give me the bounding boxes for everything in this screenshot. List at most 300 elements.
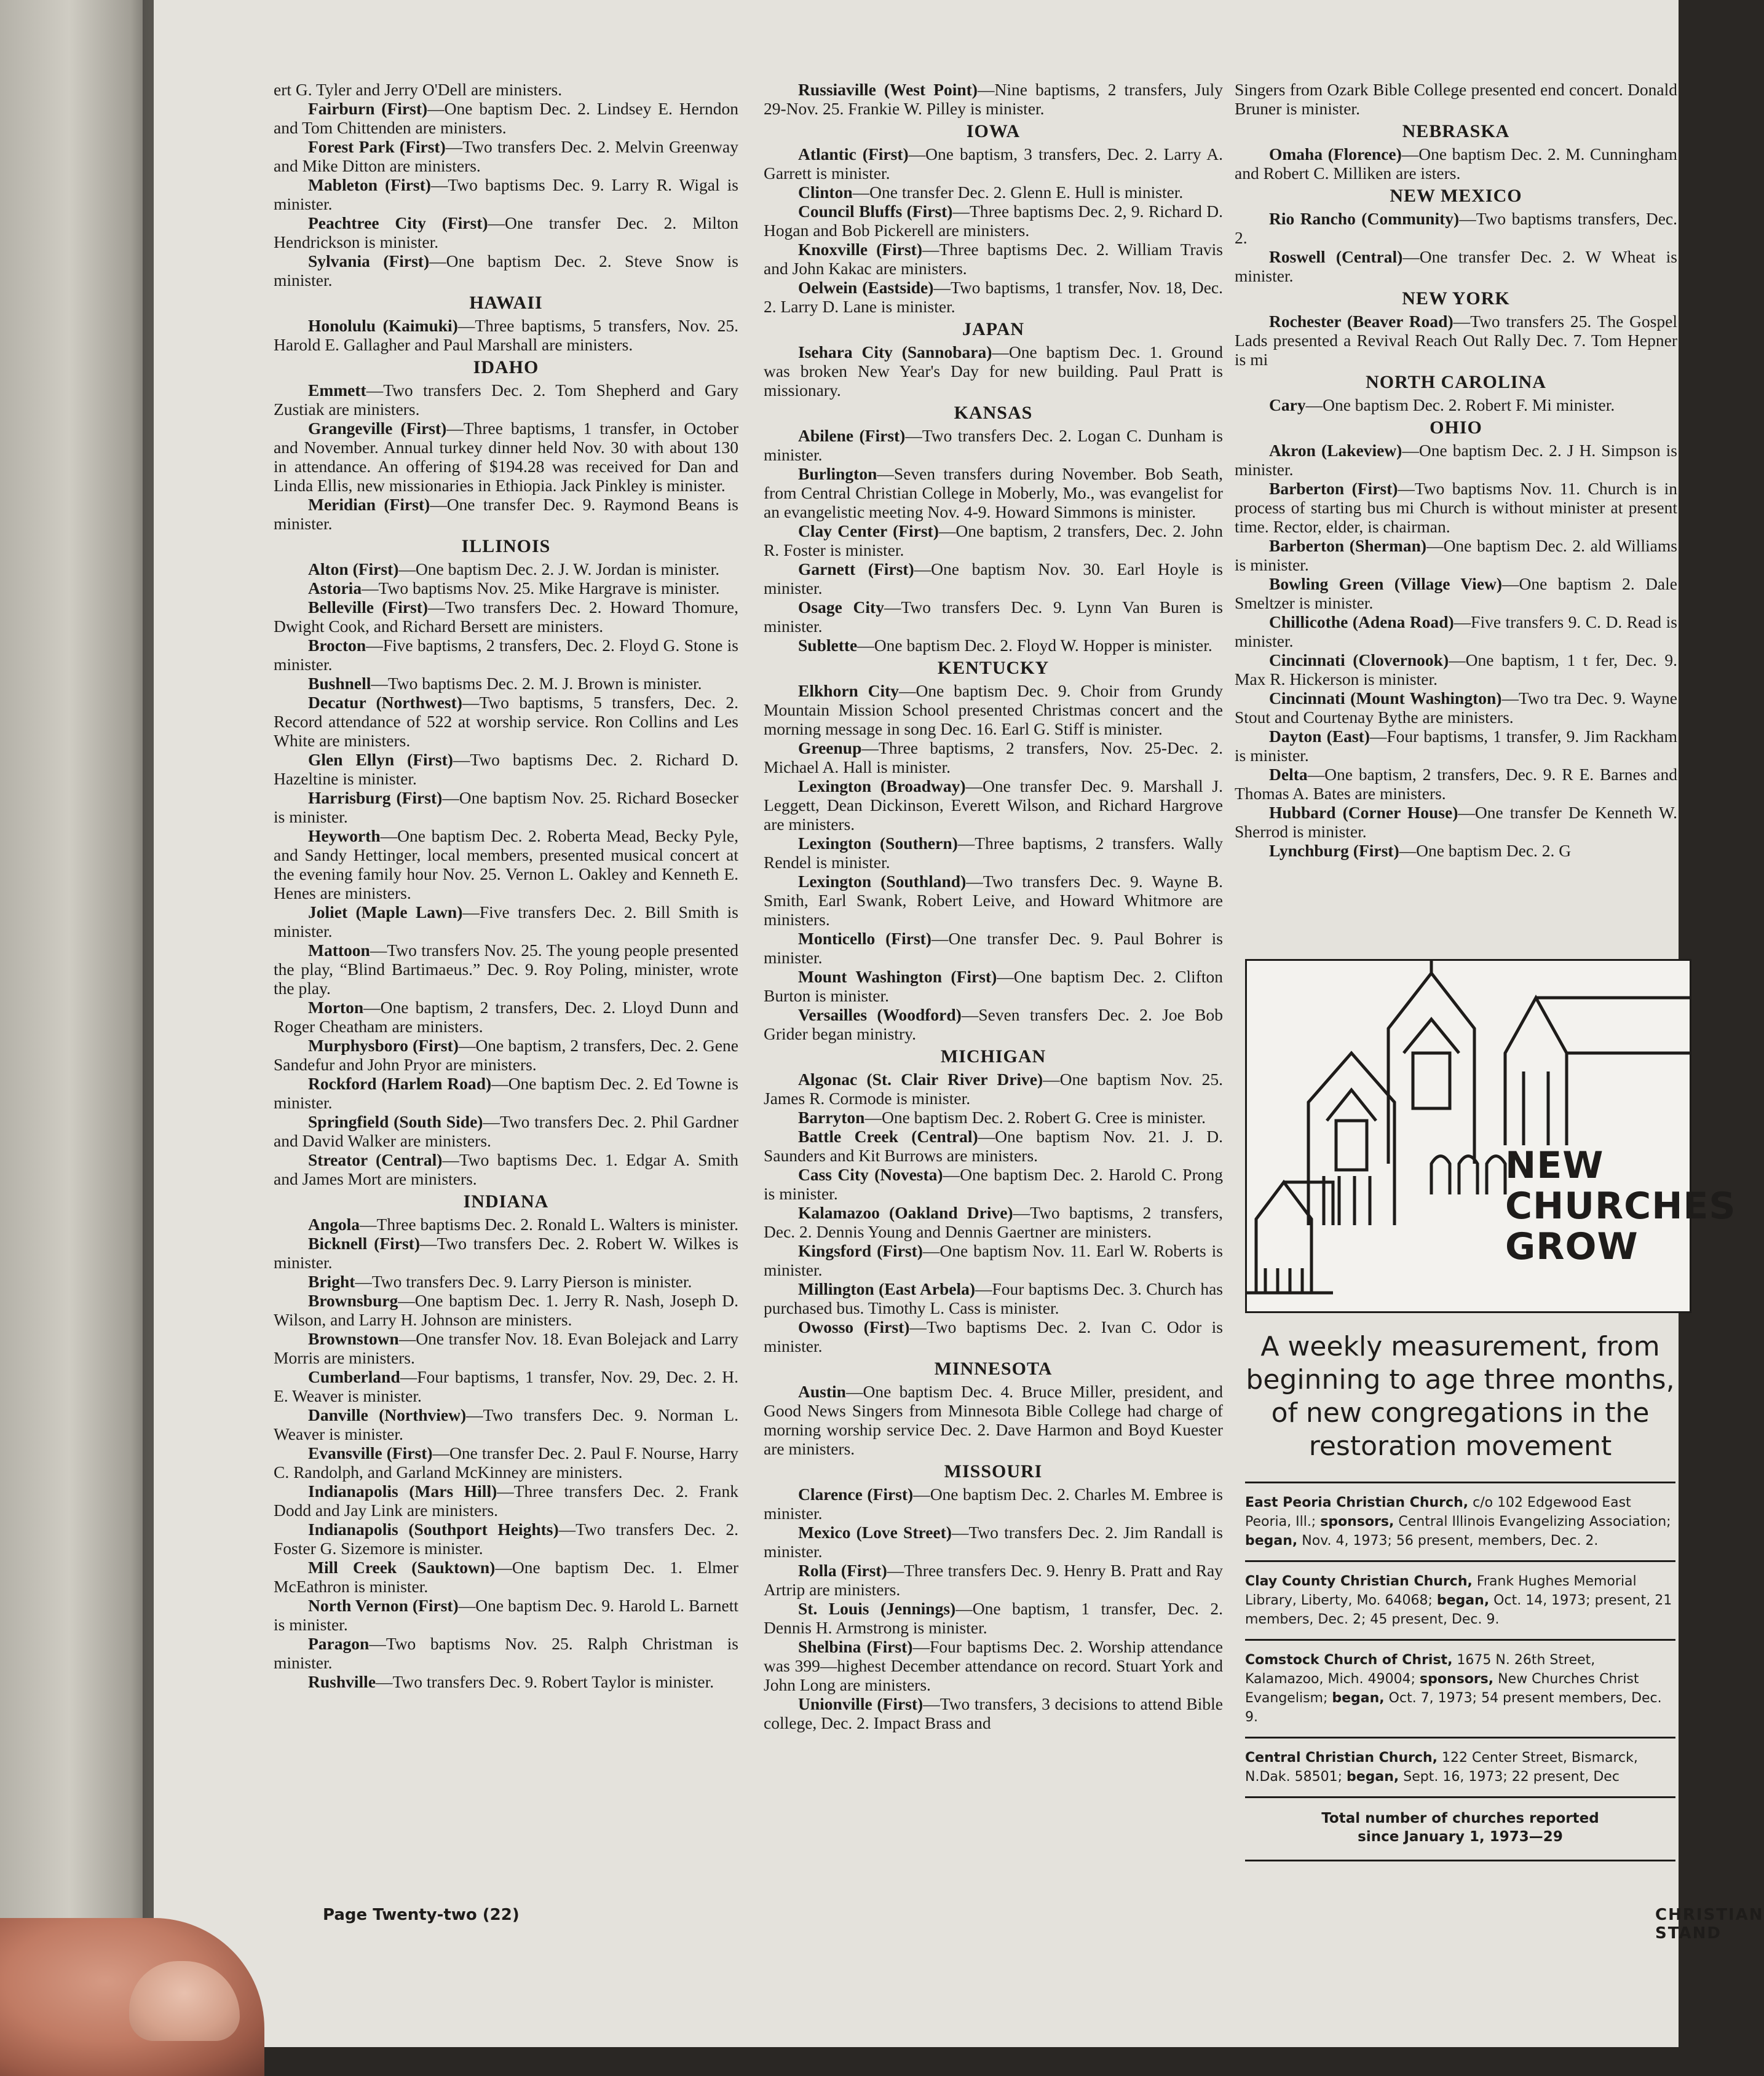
state-heading: IDAHO	[473, 357, 539, 377]
church-report-entry	[274, 495, 738, 533]
church-report-entry	[274, 636, 738, 674]
church-report-entry	[764, 929, 1223, 967]
report-text: —One baptism Dec. 4. Bruce Miller, president, and Good News Singers from Minnesota Bible College had charge of morning worship service Dec. 2. Dave Harmon and Boyd Kuester are ministers.	[764, 1382, 1223, 1458]
church-name: Decatur (Northwest)	[308, 693, 462, 712]
church-name: Fairburn (First)	[308, 99, 428, 118]
church-name: Mattoon	[308, 941, 370, 960]
church-report-entry	[764, 464, 1223, 521]
church-name: Akron (Lakeview)	[1269, 441, 1402, 460]
church-name: Delta	[1269, 765, 1308, 784]
church-report-entry	[764, 1561, 1223, 1599]
art-line-2: CHURCHES	[1505, 1185, 1736, 1228]
church-name: Cumberland	[308, 1367, 400, 1386]
report-text: —Two baptisms Dec. 9. Larry R. Wigal is minister.	[274, 175, 738, 213]
report-text: —One baptism, 2 transfers, Dec. 2. Gene Sandefur and John Pryor are ministers.	[274, 1036, 738, 1074]
church-name: Clay Center (First)	[798, 521, 939, 540]
report-text: —One transfer Dec. 2. W Wheat is minister.	[1235, 247, 1677, 285]
church-report-entry	[274, 1329, 738, 1367]
church-report-entry	[274, 1112, 738, 1150]
report-text: —One baptism Nov. 25. Richard Bosecker is minister.	[274, 788, 738, 826]
church-report-entry	[274, 902, 738, 941]
report-text: —One baptism, 2 transfers, Dec. 9. R E. Barnes and Thomas A. Bates are ministers.	[1235, 765, 1677, 803]
church-name: Kalamazoo (Oakland Drive)	[798, 1203, 1013, 1222]
report-text: —Seven transfers Dec. 2. Joe Bob Grider began ministry.	[764, 1005, 1224, 1043]
report-text: —Four baptisms, 1 transfer, Nov. 29, Dec. 2. H. E. Weaver is minister.	[274, 1367, 738, 1405]
church-report-entry	[274, 1482, 738, 1520]
church-name: Unionville (First)	[798, 1694, 924, 1713]
church-name: Battle Creek (Central)	[798, 1127, 978, 1146]
new-churches-grow-title	[1505, 1145, 1736, 1267]
report-text: —Two transfers Dec. 2. Logan C. Dunham is minister.	[764, 426, 1223, 464]
report-text: —Two baptisms Dec. 1. Edgar A. Smith and James Mort are ministers.	[274, 1150, 738, 1188]
church-name: Streator (Central)	[308, 1150, 443, 1169]
report-text: —One baptism Dec. 2. ald Williams is minister.	[1235, 536, 1677, 574]
report-text: —Two transfers Dec. 9. Wayne B. Smith, Earl Swank, Robert Leive, and Howard Whitmore are ministers.	[764, 872, 1223, 929]
report-text: —Two transfers Dec. 9. Larry Pierson is minister.	[355, 1272, 692, 1291]
church-name: Russiaville (West Point)	[798, 80, 978, 99]
church-name: Lexington (Southern)	[798, 834, 958, 853]
church-name: Elkhorn City	[798, 681, 900, 700]
church-name: Roswell (Central)	[1269, 247, 1403, 266]
listing-began-label: began,	[1332, 1691, 1385, 1706]
report-text: —One baptism, 1 t fer, Dec. 9. Max R. Hickerson is minister.	[1235, 650, 1677, 689]
church-report-entry	[764, 1203, 1223, 1241]
church-report-entry	[764, 521, 1223, 559]
church-report-entry	[764, 834, 1223, 872]
report-text: —Two baptisms Dec. 2. M. J. Brown is minister.	[371, 674, 702, 693]
church-report-entry	[764, 1694, 1223, 1732]
art-line-1: NEW	[1505, 1144, 1604, 1187]
church-report-entry	[274, 1367, 738, 1405]
listing-address: Frank Hughes Memorial Library, Liberty, Mo. 64068;	[1245, 1574, 1637, 1608]
report-text: —One baptism Dec. 2. Steve Snow is minister.	[274, 251, 738, 290]
state-heading: KENTUCKY	[937, 658, 1050, 678]
church-name: Rochester (Beaver Road)	[1269, 312, 1454, 331]
church-name: Mount Washington (First)	[798, 967, 997, 986]
column-1	[274, 80, 738, 1691]
divider	[1245, 1860, 1675, 1861]
listing-church-name: Comstock Church of Christ,	[1245, 1652, 1453, 1668]
church-report-entry	[274, 826, 738, 902]
church-name: North Vernon (First)	[308, 1596, 459, 1615]
listing-sponsors-label: sponsors,	[1420, 1671, 1494, 1687]
report-text: —Nine baptisms, 2 transfers, July 29-Nov. 25. Frankie W. Pilley is minister.	[764, 80, 1223, 118]
report-text: —Two transfers 25. The Gospel Lads presented a Revival Reach Out Rally Dec. 7. Tom Hepner is mi	[1235, 312, 1677, 369]
listing-sponsors: New Churches Christ Evangelism;	[1245, 1671, 1639, 1706]
church-report-entry	[1235, 479, 1677, 536]
church-report-entry	[764, 1108, 1223, 1127]
church-report-entry	[764, 1005, 1223, 1043]
church-name: Bright	[308, 1272, 355, 1291]
listing-began: Oct. 14, 1973; present, 21 members, Dec. 2; 45 present, Dec. 9.	[1245, 1593, 1672, 1627]
church-report-entry	[764, 183, 1223, 202]
report-text: ert G. Tyler and Jerry O'Dell are ministers.	[274, 80, 563, 99]
church-report-entry	[274, 941, 738, 998]
church-name: Osage City	[798, 598, 884, 617]
report-text: —One transfer Dec. 9. Raymond Beans is minister.	[274, 495, 738, 533]
report-text: —One baptism Dec. 9. Choir from Grundy Mountain Mission School presented Christmas concert and the morning message in song Dec. 16. Earl G. Stiff is minister.	[764, 681, 1223, 738]
church-name: Angola	[308, 1215, 360, 1234]
church-name: Rio Rancho (Community)	[1269, 209, 1460, 228]
church-report-entry	[1235, 80, 1677, 118]
church-name: Omaha (Florence)	[1269, 144, 1402, 164]
church-name: Millington (East Arbela)	[798, 1279, 976, 1298]
listing-began: Nov. 4, 1973; 56 present, members, Dec. 2.	[1297, 1533, 1599, 1549]
church-name: Peachtree City (First)	[308, 213, 488, 232]
listing-church-name: East Peoria Christian Church,	[1245, 1495, 1469, 1510]
report-text: —One baptism Dec. 2. Ed Towne is minister.	[274, 1074, 738, 1112]
listing-began-label: began,	[1347, 1769, 1399, 1785]
church-report-entry	[764, 1241, 1223, 1279]
report-text: —Three baptisms, 2 transfers. Wally Rendel is minister.	[764, 834, 1223, 872]
state-heading: NORTH CAROLINA	[1366, 372, 1546, 392]
total-line-1: Total number of churches reported	[1321, 1810, 1599, 1826]
report-text: —One baptism, 2 transfers, Dec. 2. John R. Foster is minister.	[764, 521, 1223, 559]
church-report-entry	[274, 578, 738, 598]
church-report-entry	[764, 1165, 1223, 1203]
church-report-entry	[764, 1485, 1223, 1523]
art-line-3: GROW	[1505, 1225, 1639, 1268]
church-report-entry	[764, 776, 1223, 834]
church-name: Lynchburg (First)	[1269, 841, 1399, 860]
report-text: —One baptism Nov. 30. Earl Hoyle is minister.	[764, 559, 1223, 598]
report-text: —One baptism Dec. 2. Lindsey E. Herndon and Tom Chittenden are ministers.	[274, 99, 738, 137]
church-report-entry	[274, 1558, 738, 1596]
church-name: Bushnell	[308, 674, 371, 693]
report-text: —One baptism, 2 transfers, Dec. 2. Lloyd Dunn and Roger Cheatham are ministers.	[274, 998, 738, 1036]
feature-tagline: A weekly measurement, from beginning to age three months, of new congregations in the restoration movement	[1246, 1331, 1675, 1462]
report-text: —Five transfers 9. C. D. Read is minister.	[1235, 612, 1677, 650]
report-text: —Three transfers Dec. 9. Henry B. Pratt and Ray Artrip are ministers.	[764, 1561, 1223, 1599]
church-report-entry	[764, 80, 1223, 118]
report-text: —Two transfers Dec. 2. Tom Shepherd and Gary Zustiak are ministers.	[274, 381, 738, 419]
publication-name: CHRISTIAN STAND	[1655, 1906, 1764, 1943]
state-heading: INDIANA	[463, 1191, 549, 1212]
report-text: —One baptism Nov. 25. James R. Cormode is minister.	[764, 1070, 1223, 1108]
new-church-listing	[1245, 1483, 1675, 1560]
church-name: Mexico (Love Street)	[798, 1523, 952, 1542]
church-name: Chillicothe (Adena Road)	[1269, 612, 1454, 631]
church-report-entry	[274, 1520, 738, 1558]
previous-page-edge	[0, 0, 154, 2076]
church-report-entry	[1235, 727, 1677, 765]
church-report-entry	[274, 1405, 738, 1443]
church-report-entry	[764, 1127, 1223, 1165]
report-text: —One baptism Dec. 2. Charles M. Embree is minister.	[764, 1485, 1223, 1523]
church-report-entry	[274, 1596, 738, 1634]
church-report-entry	[274, 674, 738, 693]
listing-sponsors-label: sponsors,	[1320, 1514, 1394, 1529]
state-heading: ILLINOIS	[461, 536, 551, 556]
church-name: Joliet (Maple Lawn)	[308, 902, 463, 922]
church-report-entry	[764, 1070, 1223, 1108]
church-report-entry	[764, 1317, 1223, 1356]
church-report-entry	[764, 681, 1223, 738]
report-text: —Two transfers Dec. 2. Melvin Greenway and Mike Ditton are ministers.	[274, 137, 738, 175]
church-name: Cincinnati (Clovernook)	[1269, 650, 1449, 669]
church-report-entry	[1235, 536, 1677, 574]
report-text: —One transfer Dec. 2. Glenn E. Hull is minister.	[852, 183, 1184, 202]
church-report-entry	[274, 693, 738, 750]
new-church-listing	[1245, 1739, 1675, 1796]
church-report-entry	[1235, 650, 1677, 689]
church-report-entry	[1235, 689, 1677, 727]
report-text: —Two transfers Nov. 25. The young people presented the play, “Blind Bartimaeus.” Dec. 9. Roy Poling, minister, wrote the play.	[274, 941, 738, 998]
report-text: Singers from Ozark Bible College presented end concert. Donald Bruner is minister.	[1235, 80, 1677, 118]
church-name: Paragon	[308, 1634, 370, 1653]
church-report-entry	[274, 1634, 738, 1672]
report-text: —Two transfers Dec. 2. Phil Gardner and David Walker are ministers.	[274, 1112, 738, 1150]
report-text: —Two baptisms Dec. 2. Richard D. Hazeltine is minister.	[274, 750, 738, 788]
church-name: Cass City (Novesta)	[798, 1165, 943, 1184]
church-name: Burlington	[798, 464, 877, 483]
church-name: Rolla (First)	[798, 1561, 887, 1580]
total-line-2: since January 1, 1973—29	[1358, 1829, 1563, 1845]
church-name: Barberton (Sherman)	[1269, 536, 1427, 555]
report-text: —Three baptisms Dec. 2. William Travis and John Kakac are ministers.	[764, 240, 1223, 278]
report-text: —One baptism, 3 transfers, Dec. 2. Larry A. Garrett is minister.	[764, 144, 1223, 183]
state-heading: NEW MEXICO	[1390, 186, 1522, 206]
church-report-entry	[274, 1272, 738, 1291]
church-report-entry	[764, 636, 1223, 655]
report-text: —Three baptisms, 2 transfers, Nov. 25-Dec. 2. Michael A. Hall is minister.	[764, 738, 1223, 776]
church-name: Rushville	[308, 1672, 376, 1691]
report-text: —Four baptisms Dec. 3. Church has purchased bus. Timothy L. Cass is minister.	[764, 1279, 1223, 1317]
church-name: Abilene (First)	[798, 426, 906, 445]
church-name: Indianapolis (Southport Heights)	[308, 1520, 559, 1539]
state-heading: MINNESOTA	[934, 1359, 1053, 1379]
church-name: Rockford (Harlem Road)	[308, 1074, 492, 1093]
church-report-entry	[1235, 765, 1677, 803]
church-report-entry	[274, 419, 738, 495]
church-report-entry	[1235, 803, 1677, 841]
church-report-entry	[1235, 841, 1677, 860]
listing-began: Oct. 7, 1973; 54 present members, Dec. 9.	[1245, 1691, 1662, 1725]
church-report-entry	[274, 598, 738, 636]
church-name: Heyworth	[308, 826, 381, 845]
church-name: Murphysboro (First)	[308, 1036, 459, 1055]
church-report-entry	[764, 240, 1223, 278]
church-name: Hubbard (Corner House)	[1269, 803, 1458, 822]
report-text: —Five baptisms, 2 transfers, Dec. 2. Floyd G. Stone is minister.	[274, 636, 738, 674]
report-text: —One transfer Dec. 9. Paul Bohrer is minister.	[764, 929, 1223, 967]
report-text: —Two tra Dec. 9. Wayne Stout and Courtenay Bythe are ministers.	[1235, 689, 1677, 727]
church-report-entry	[1235, 612, 1677, 650]
church-name: Mableton (First)	[308, 175, 431, 194]
church-name: Brownsburg	[308, 1291, 398, 1310]
report-text: —Two transfers Dec. 9. Norman L. Weaver is minister.	[274, 1405, 738, 1443]
report-text: —One baptism Dec. 2. Robert G. Cree is minister.	[864, 1108, 1206, 1127]
report-text: —Five transfers Dec. 2. Bill Smith is minister.	[274, 902, 738, 941]
state-heading: KANSAS	[954, 403, 1033, 423]
report-text: —Two baptisms, 2 transfers, Dec. 2. Dennis Young and Dennis Gaertner are ministers.	[764, 1203, 1223, 1241]
church-report-entry	[274, 559, 738, 578]
state-heading: OHIO	[1430, 417, 1482, 438]
report-text: —One baptism Dec. 2. Clifton Burton is minister.	[764, 967, 1223, 1005]
report-text: —One baptism Dec. 1. Jerry R. Nash, Joseph D. Wilson, and Larry H. Johnson are ministers.	[274, 1291, 738, 1329]
report-text: —Two transfers, 3 decisions to attend Bible college, Dec. 2. Impact Brass and	[764, 1694, 1223, 1732]
new-church-listings	[1245, 1482, 1675, 1796]
church-name: Alton (First)	[308, 559, 399, 578]
column-3	[1235, 80, 1677, 860]
church-name: Cary	[1269, 395, 1306, 414]
new-church-listing	[1245, 1562, 1675, 1639]
church-report-entry	[274, 998, 738, 1036]
church-report-entry	[764, 1382, 1223, 1458]
report-text: —Three baptisms Dec. 2, 9. Richard D. Hogan and Bob Pickerell are ministers.	[764, 202, 1223, 240]
report-text: —One baptism Nov. 21. J. D. Saunders and Kit Burrows are ministers.	[764, 1127, 1223, 1165]
report-text: —One baptism Dec. 1. Ground was broken New Year's Day for new building. Paul Pratt is missionary.	[764, 342, 1224, 400]
church-report-entry	[274, 1234, 738, 1272]
church-name: Harrisburg (First)	[308, 788, 443, 807]
report-text: —One baptism Dec. 2. J H. Simpson is minister.	[1235, 441, 1677, 479]
church-name: Garnett (First)	[798, 559, 914, 578]
church-name: Knoxville (First)	[798, 240, 922, 259]
church-report-entry	[274, 1443, 738, 1482]
church-report-entry	[274, 788, 738, 826]
church-report-entry	[764, 598, 1223, 636]
report-text: —Two transfers Dec. 9. Robert Taylor is minister.	[376, 1672, 714, 1691]
report-text: —Two transfers Dec. 2. Howard Thomure, Dwight Cook, and Richard Bersett are ministers.	[274, 598, 738, 636]
church-report-entry	[274, 381, 738, 419]
church-name: Austin	[798, 1382, 846, 1401]
church-name: Glen Ellyn (First)	[308, 750, 453, 769]
church-report-entry	[274, 1215, 738, 1234]
new-churches-feature	[1245, 959, 1736, 1861]
church-name: Bicknell (First)	[308, 1234, 420, 1253]
state-heading: MICHIGAN	[940, 1046, 1046, 1067]
church-name: Lexington (Broadway)	[798, 776, 966, 795]
church-name: Cincinnati (Mount Washington)	[1269, 689, 1502, 708]
church-report-entry	[764, 738, 1223, 776]
state-heading: MISSOURI	[944, 1461, 1043, 1482]
report-text: —Two transfers Dec. 9. Lynn Van Buren is minister.	[764, 598, 1223, 636]
church-name: Honolulu (Kaimuki)	[308, 316, 458, 335]
church-name: Clinton	[798, 183, 853, 202]
church-name: Sylvania (First)	[308, 251, 430, 270]
church-report-entry	[274, 213, 738, 251]
listing-began-label: began,	[1436, 1593, 1490, 1608]
listing-address: c/o 102 Edgewood East Peoria, Ill.;	[1245, 1495, 1631, 1529]
church-report-entry	[764, 342, 1223, 400]
church-report-entry	[764, 1599, 1223, 1637]
church-report-entry	[764, 1523, 1223, 1561]
report-text: —One baptism Dec. 2. Floyd W. Hopper is minister.	[857, 636, 1212, 655]
church-report-entry	[1235, 209, 1677, 247]
church-name: Brownstown	[308, 1329, 399, 1348]
church-report-entry	[1235, 144, 1677, 183]
church-name: Clarence (First)	[798, 1485, 914, 1504]
church-name: Atlantic (First)	[798, 144, 909, 164]
report-text: —Two baptisms Nov. 11. Church is in process of starting bus mi Church is without minister at present time. Rector, elder, is chairman.	[1235, 479, 1677, 536]
total-churches-note	[1245, 1798, 1675, 1860]
church-name: Barberton (First)	[1269, 479, 1398, 498]
report-text: —One baptism Nov. 11. Earl W. Roberts is minister.	[764, 1241, 1223, 1279]
church-name: Versailles (Woodford)	[798, 1005, 962, 1024]
church-report-entry	[1235, 247, 1677, 285]
church-name: Emmett	[308, 381, 366, 400]
listing-church-name: Central Christian Church,	[1245, 1750, 1438, 1766]
report-text: —Two baptisms, 5 transfers, Dec. 2. Record attendance of 522 at worship service. Ron Collins and Les White are ministers.	[274, 693, 738, 750]
church-report-entry	[274, 1074, 738, 1112]
church-name: Morton	[308, 998, 364, 1017]
church-name: Barryton	[798, 1108, 865, 1127]
report-text: —One baptism Dec. 1. Elmer McEathron is minister.	[274, 1558, 738, 1596]
church-report-entry	[274, 80, 738, 99]
report-text: —One transfer De Kenneth W. Sherrod is minister.	[1235, 803, 1677, 841]
church-report-entry	[1235, 395, 1677, 414]
church-name: Owosso (First)	[798, 1317, 910, 1336]
church-name: Belleville (First)	[308, 598, 429, 617]
state-heading: JAPAN	[962, 319, 1025, 339]
church-report-entry	[274, 1291, 738, 1329]
report-text: —One transfer Nov. 18. Evan Bolejack and Larry Morris are ministers.	[274, 1329, 738, 1367]
report-text: —One transfer Dec. 2. Milton Hendrickson is minister.	[274, 213, 738, 251]
new-church-listing	[1245, 1641, 1675, 1737]
church-name: Bowling Green (Village View)	[1269, 574, 1502, 593]
church-name: Monticello (First)	[798, 929, 931, 948]
church-report-entry	[274, 99, 738, 137]
church-name: Greenup	[798, 738, 862, 757]
report-text: —Two transfers Dec. 2. Jim Randall is minister.	[764, 1523, 1223, 1561]
report-text: —Two transfers Dec. 2. Foster G. Sizemore is minister.	[274, 1520, 738, 1558]
church-report-entry	[274, 1672, 738, 1691]
listing-began-label: began,	[1245, 1533, 1298, 1549]
report-text: —One baptism, 1 transfer, Dec. 2. Dennis H. Armstrong is minister.	[764, 1599, 1223, 1637]
church-name: Danville (Northview)	[308, 1405, 467, 1424]
church-report-entry	[274, 137, 738, 175]
church-name: St. Louis (Jennings)	[798, 1599, 956, 1618]
church-name: Oelwein (Eastside)	[798, 278, 934, 297]
church-report-entry	[764, 967, 1223, 1005]
report-text: —Two transfers Dec. 2. Robert W. Wilkes is minister.	[274, 1234, 738, 1272]
church-name: Evansville (First)	[308, 1443, 433, 1462]
report-text: —One transfer Dec. 2. Paul F. Nourse, Harry C. Randolph, and Garland McKinney are ministers.	[274, 1443, 738, 1482]
report-text: —Four baptisms, 1 transfer, 9. Jim Rackham is minister.	[1235, 727, 1677, 765]
state-heading: HAWAII	[469, 293, 543, 313]
church-report-entry	[1235, 441, 1677, 479]
church-name: Mill Creek (Sauktown)	[308, 1558, 496, 1577]
report-text: —One baptism Dec. 2. Harold C. Prong is minister.	[764, 1165, 1223, 1203]
church-report-entry	[1235, 574, 1677, 612]
church-report-entry	[1235, 312, 1677, 369]
report-text: —Two baptisms Nov. 25. Ralph Christman is minister.	[274, 1634, 738, 1672]
magazine-page	[154, 0, 1764, 2047]
church-report-entry	[764, 1279, 1223, 1317]
report-text: —One baptism Dec. 2. Roberta Mead, Becky Pyle, and Sandy Hettinger, local members, presented musical concert at the evening family hour Nov. 25. Vernon L. Oakley and Kenneth E. Henes are ministers.	[274, 826, 738, 902]
listing-sponsors: Central Illinois Evangelizing Association;	[1394, 1514, 1671, 1529]
church-name: Shelbina (First)	[798, 1637, 913, 1656]
report-text: —One baptism Dec. 2. G	[1399, 841, 1572, 860]
church-report-entry	[764, 559, 1223, 598]
report-text: —Seven transfers during November. Bob Seath, from Central Christian College in Moberly, Mo., was evangelist for an evangelistic meeting Nov. 4-9. Howard Simmons is minister.	[764, 464, 1223, 521]
church-name: Springfield (South Side)	[308, 1112, 483, 1131]
report-text: —One baptism 2. Dale Smeltzer is minister.	[1235, 574, 1677, 612]
new-churches-illustration	[1245, 959, 1736, 1313]
report-text: —Four baptisms Dec. 2. Worship attendance was 399—highest December attendance on record. Stuart York and John Long are ministers.	[764, 1637, 1223, 1694]
report-text: —One transfer Dec. 9. Marshall J. Leggett, Dean Dickinson, Everett Wilson, and Richard Hargrove are ministers.	[764, 776, 1223, 834]
church-report-entry	[274, 175, 738, 213]
church-name: Astoria	[308, 578, 362, 598]
church-name: Sublette	[798, 636, 858, 655]
church-report-entry	[274, 251, 738, 290]
state-heading: IOWA	[966, 121, 1021, 141]
church-name: Dayton (East)	[1269, 727, 1370, 746]
report-text: —One baptism Dec. 2. M. Cunningham and Robert C. Milliken are isters.	[1235, 144, 1678, 183]
church-report-entry	[764, 426, 1223, 464]
church-name: Isehara City (Sannobara)	[798, 342, 992, 361]
church-report-entry	[274, 750, 738, 788]
